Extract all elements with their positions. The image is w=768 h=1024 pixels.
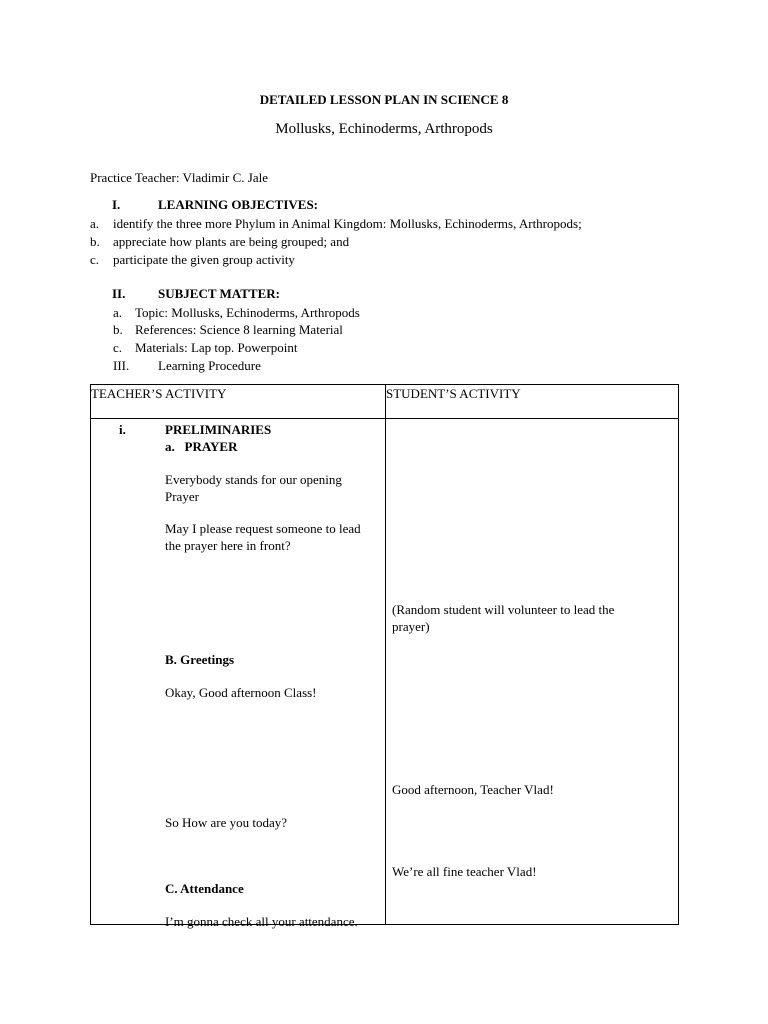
subject-matter-numeral: II. bbox=[112, 286, 126, 301]
request-text: May I please request someone to lead bbox=[165, 521, 361, 536]
objective-item: identify the three more Phylum in Animal Kingdom: Mollusks, Echinoderms, Arthropods; bbox=[113, 216, 582, 231]
table-header-row bbox=[91, 385, 679, 419]
subject-item: Materials: Lap top. Powerpoint bbox=[135, 340, 298, 355]
prayer-text: Everybody stands for our opening bbox=[165, 472, 342, 487]
objectives-numeral: I. bbox=[112, 197, 121, 212]
page-subtitle: Mollusks, Echinoderms, Arthropods bbox=[275, 121, 493, 137]
objective-item: participate the given group activity bbox=[113, 252, 295, 267]
attendance-label: C. Attendance bbox=[165, 881, 244, 896]
objectives-heading: LEARNING OBJECTIVES: bbox=[158, 197, 319, 212]
student-activity-header bbox=[386, 385, 679, 419]
objective-marker: c. bbox=[90, 252, 100, 267]
subject-marker: c. bbox=[113, 340, 123, 355]
volunteer-text: prayer) bbox=[392, 619, 430, 634]
student-activity-cell bbox=[386, 419, 679, 925]
subject-marker: b. bbox=[113, 322, 123, 337]
subject-item: Topic: Mollusks, Echinoderms, Arthropods bbox=[135, 305, 360, 320]
teacher-activity-cell bbox=[91, 419, 386, 929]
attendance-text: I’m gonna check all your attendance. bbox=[165, 914, 358, 929]
request-text: the prayer here in front? bbox=[165, 538, 291, 553]
page-title: DETAILED LESSON PLAN IN SCIENCE 8 bbox=[259, 92, 509, 107]
fine-reply: We’re all fine teacher Vlad! bbox=[392, 864, 537, 879]
objective-marker: a. bbox=[90, 216, 100, 231]
procedure-heading: Learning Procedure bbox=[158, 358, 261, 373]
greetings-label: B. Greetings bbox=[165, 652, 235, 667]
teacher-activity-header bbox=[91, 385, 386, 419]
table-row bbox=[91, 419, 679, 925]
objective-item: appreciate how plants are being grouped; and bbox=[113, 234, 350, 249]
how-are-you-text: So How are you today? bbox=[165, 815, 288, 830]
objective-marker: b. bbox=[90, 234, 100, 249]
subject-item: References: Science 8 learning Material bbox=[135, 322, 343, 337]
prayer-label: a. PRAYER bbox=[165, 439, 238, 454]
section-numeral: i. bbox=[119, 422, 126, 437]
lesson-procedure-table bbox=[90, 384, 679, 929]
greeting-reply: Good afternoon, Teacher Vlad! bbox=[392, 782, 554, 797]
procedure-numeral: III. bbox=[113, 358, 130, 373]
student-activity-header-label: STUDENT’S ACTIVITY bbox=[386, 386, 521, 401]
teacher-activity-header-label: TEACHER’S ACTIVITY bbox=[91, 386, 227, 401]
greetings-text: Okay, Good afternoon Class! bbox=[165, 685, 317, 700]
practice-teacher: Practice Teacher: Vladimir C. Jale bbox=[90, 170, 269, 185]
prayer-text: Prayer bbox=[165, 489, 199, 504]
subject-matter-heading: SUBJECT MATTER: bbox=[158, 286, 280, 301]
subject-marker: a. bbox=[113, 305, 123, 320]
section-title: PRELIMINARIES bbox=[165, 422, 272, 437]
volunteer-text: (Random student will volunteer to lead the bbox=[392, 602, 615, 617]
